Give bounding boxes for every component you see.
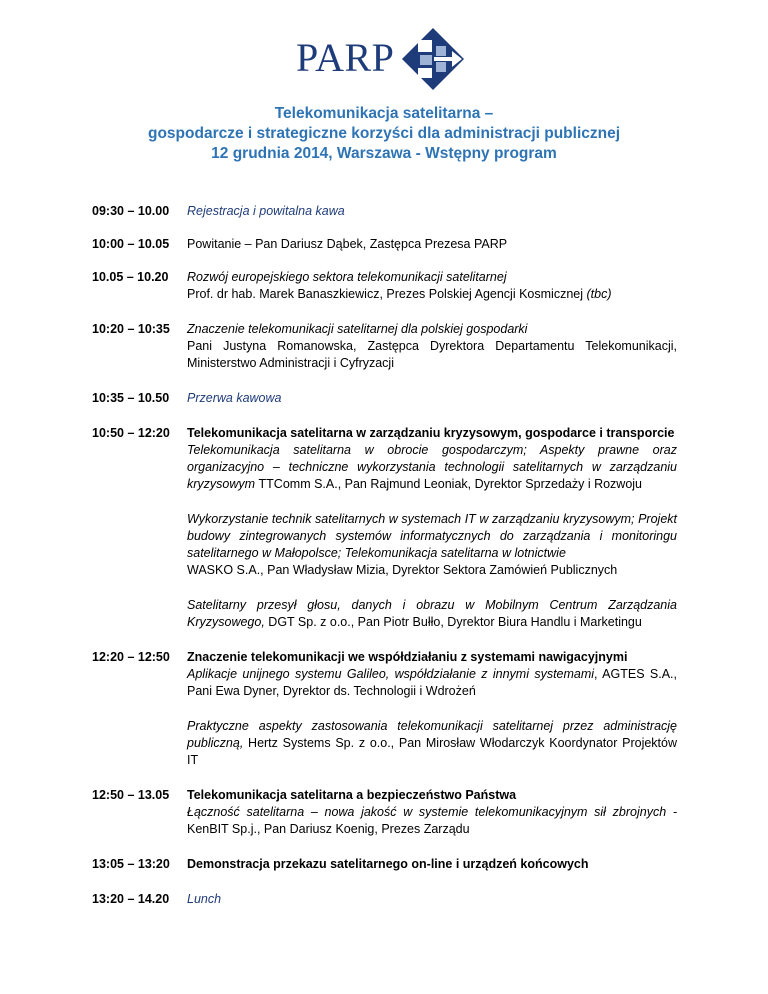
talk-speaker: , AGTES S.A., Pani Ewa Dyner, Dyrektor ds. Technologii i Wdrożeń xyxy=(187,667,677,698)
page-title xyxy=(0,104,768,164)
talk-title: Telekomunikacja satelitarna w obrocie gospodarczym; Aspekty prawne oraz organizacyjno – techniczne wykorzystania technologii satelitarnych w zarządzaniu kryzysowym xyxy=(187,443,677,491)
talk-title: Satelitarny przesył głosu, danych i obrazu w Mobilnym Centrum Zarządzania Kryzysowego, xyxy=(187,598,677,629)
agenda-time: 10:00 – 10.05 xyxy=(92,237,170,251)
agenda-time: 09:30 – 10.00 xyxy=(92,204,170,218)
talk-speaker: TTComm S.A., Pan Rajmund Leoniak, Dyrektor Sprzedaży i Rozwoju xyxy=(258,477,643,491)
agenda-item xyxy=(187,425,677,631)
agenda-time: 13:20 – 14.20 xyxy=(92,892,170,906)
agenda-time: 10:20 – 10:35 xyxy=(92,322,170,336)
agenda-item: Powitanie – Pan Dariusz Dąbek, Zastępca Prezesa PARP xyxy=(187,237,508,251)
agenda-item: Przerwa kawowa xyxy=(187,391,282,405)
agenda-row xyxy=(92,856,677,873)
agenda-row xyxy=(92,787,677,838)
agenda-time: 12:20 – 12:50 xyxy=(92,650,170,664)
agenda-row xyxy=(92,269,677,303)
agenda-item: Lunch xyxy=(187,892,222,906)
agenda-item: Rejestracja i powitalna kawa xyxy=(187,204,345,218)
agenda-time: 10:35 – 10.50 xyxy=(92,391,170,405)
agenda-time: 12:50 – 13.05 xyxy=(92,788,170,802)
agenda-row xyxy=(92,891,677,908)
agenda-row xyxy=(92,649,677,769)
agenda-item-title: Znaczenie telekomunikacji satelitarnej dla polskiej gospodarki xyxy=(187,322,528,336)
agenda-row xyxy=(92,321,677,372)
session-heading: Telekomunikacja satelitarna w zarządzaniu kryzysowym, gospodarce i transporcie xyxy=(187,426,675,440)
talk-speaker: Hertz Systems Sp. z o.o., Pan Mirosław Włodarczyk Koordynator Projektów IT xyxy=(187,736,677,767)
talk-title: Łączność satelitarna – nowa jakość w systemie telekomunikacyjnym sił zbrojnych - xyxy=(187,805,677,819)
agenda-time: 10:50 – 12:20 xyxy=(92,426,170,440)
agenda-speaker: Prof. dr hab. Marek Banaszkiewicz, Prezes Polskiej Agencji Kosmicznej xyxy=(187,287,587,301)
talk-speaker: DGT Sp. z o.o., Pan Piotr Bułło, Dyrektor Biura Handlu i Marketingu xyxy=(264,615,642,629)
title-line-3: 12 grudnia 2014, Warszawa - Wstępny program xyxy=(211,145,557,162)
agenda-row xyxy=(92,236,677,253)
agenda-row xyxy=(92,390,677,407)
talk-speaker: WASKO S.A., Pan Władysław Mizia, Dyrektor Sektora Zamówień Publicznych xyxy=(187,563,618,577)
session-heading: Telekomunikacja satelitarna a bezpieczeństwo Państwa xyxy=(187,788,517,802)
talk-title: Wykorzystanie technik satelitarnych w systemach IT w zarządzaniu kryzysowym; Projekt budowy zintegrowanych systemów informatycznych do zarządzania i monitoringu satelitarnego w Małopolsce; Telekomunikacja satelitarna w lotnictwie xyxy=(187,512,677,560)
agenda-time: 10.05 – 10.20 xyxy=(92,270,169,284)
agenda-item xyxy=(187,321,677,372)
agenda-note: (tbc) xyxy=(586,287,612,301)
parp-diamond-icon xyxy=(400,26,466,92)
agenda-row xyxy=(92,425,677,631)
parp-logo xyxy=(296,26,476,92)
agenda-item-title: Rozwój europejskiego sektora telekomunikacji satelitarnej xyxy=(187,270,507,284)
talk-speaker: KenBIT Sp.j., Pan Dariusz Koenig, Prezes Zarządu xyxy=(187,822,470,836)
agenda-item xyxy=(187,649,677,769)
talk-title: Aplikacje unijnego systemu Galileo, współdziałanie z innymi systemami xyxy=(187,667,595,681)
agenda-row xyxy=(92,203,677,220)
agenda-item xyxy=(187,269,677,303)
agenda-time: 13:05 – 13:20 xyxy=(92,857,170,871)
talk-title: Praktyczne aspekty zastosowania telekomunikacji satelitarnej przez administrację publiczną, xyxy=(187,719,677,750)
title-line-1: Telekomunikacja satelitarna – xyxy=(274,105,494,122)
session-heading: Demonstracja przekazu satelitarnego on-line i urządzeń końcowych xyxy=(187,857,589,871)
session-heading: Znaczenie telekomunikacji we współdziałaniu z systemami nawigacyjnymi xyxy=(187,650,628,664)
agenda-speaker: Pani Justyna Romanowska, Zastępca Dyrektora Departamentu Telekomunikacji, Ministerstwo Administracji i Cyfryzacji xyxy=(187,339,677,370)
agenda-item xyxy=(187,787,677,838)
agenda xyxy=(92,203,677,926)
logo-text: PARP xyxy=(296,35,395,80)
title-line-2: gospodarcze i strategiczne korzyści dla administracji publicznej xyxy=(147,125,621,142)
